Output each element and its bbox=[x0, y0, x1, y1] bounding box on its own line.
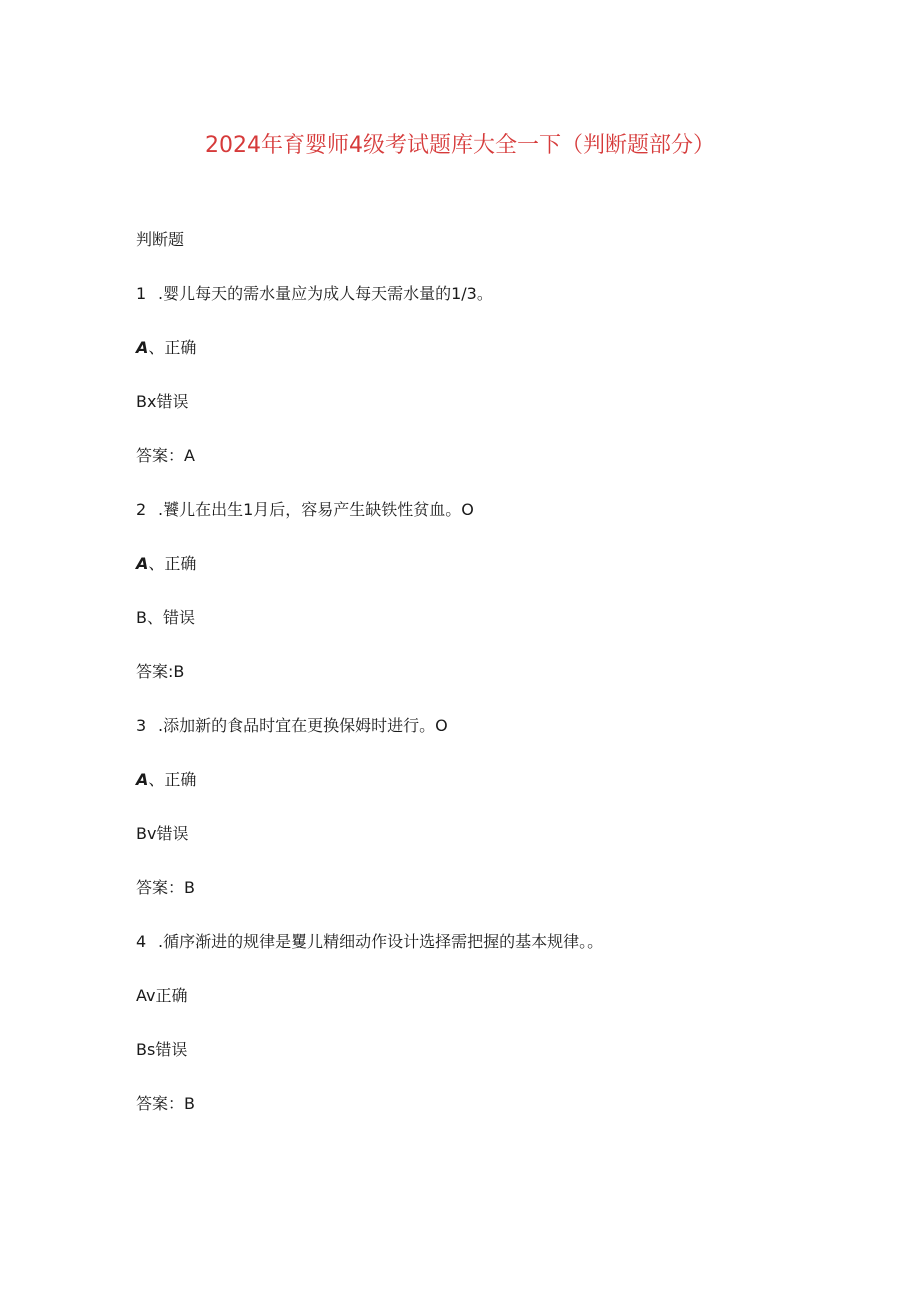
option-letter: B bbox=[136, 608, 147, 627]
option-letter: A bbox=[136, 986, 147, 1005]
option-letter: B bbox=[136, 824, 147, 843]
option-text: x错误 bbox=[146, 392, 189, 411]
option-text: 、错误 bbox=[146, 608, 195, 627]
page-title: 2024年育婴师4级考试题库大全一下（判断题部分） bbox=[205, 133, 715, 158]
question-3-option-b bbox=[136, 824, 188, 844]
option-letter: A bbox=[136, 770, 149, 789]
question-1-answer: 答案：A bbox=[136, 446, 195, 465]
question-1 bbox=[136, 284, 493, 304]
question-text: .婴儿每天的需水量应为成人每天需水量的1/3。 bbox=[158, 284, 493, 303]
question-number: 1 bbox=[136, 284, 147, 303]
question-4 bbox=[136, 932, 603, 952]
question-4-option-a bbox=[136, 986, 188, 1006]
question-3-answer: 答案：B bbox=[136, 878, 195, 897]
option-text: 、正确 bbox=[148, 770, 197, 789]
section-heading: 判断题 bbox=[136, 230, 185, 249]
option-text: 、正确 bbox=[148, 554, 197, 573]
question-4-option-b bbox=[136, 1040, 187, 1060]
question-3-option-a bbox=[136, 770, 196, 790]
option-letter: A bbox=[136, 554, 149, 573]
question-text: .添加新的食品时宜在更换保姆时进行。O bbox=[158, 716, 448, 735]
option-text: 、正确 bbox=[148, 338, 197, 357]
option-letter: B bbox=[136, 1040, 147, 1059]
question-1-option-b bbox=[136, 392, 188, 412]
question-number: 2 bbox=[136, 500, 147, 519]
question-number: 4 bbox=[136, 932, 147, 951]
question-2-answer: 答案:B bbox=[136, 662, 185, 681]
option-text: s错误 bbox=[146, 1040, 188, 1059]
option-text: v正确 bbox=[146, 986, 188, 1005]
option-letter: B bbox=[136, 392, 147, 411]
question-text: .循序渐进的规律是矍儿精细动作设计选择需把握的基本规律。。 bbox=[158, 932, 604, 951]
option-text: v错误 bbox=[146, 824, 189, 843]
question-1-option-a bbox=[136, 338, 196, 358]
question-text: .饕儿在出生1月后，容易产生缺铁性贫血。O bbox=[158, 500, 474, 519]
question-4-answer: 答案：B bbox=[136, 1094, 195, 1113]
question-2 bbox=[136, 500, 474, 520]
question-3 bbox=[136, 716, 448, 736]
question-number: 3 bbox=[136, 716, 147, 735]
question-2-option-a bbox=[136, 554, 196, 574]
question-2-option-b bbox=[136, 608, 195, 628]
option-letter: A bbox=[136, 338, 149, 357]
